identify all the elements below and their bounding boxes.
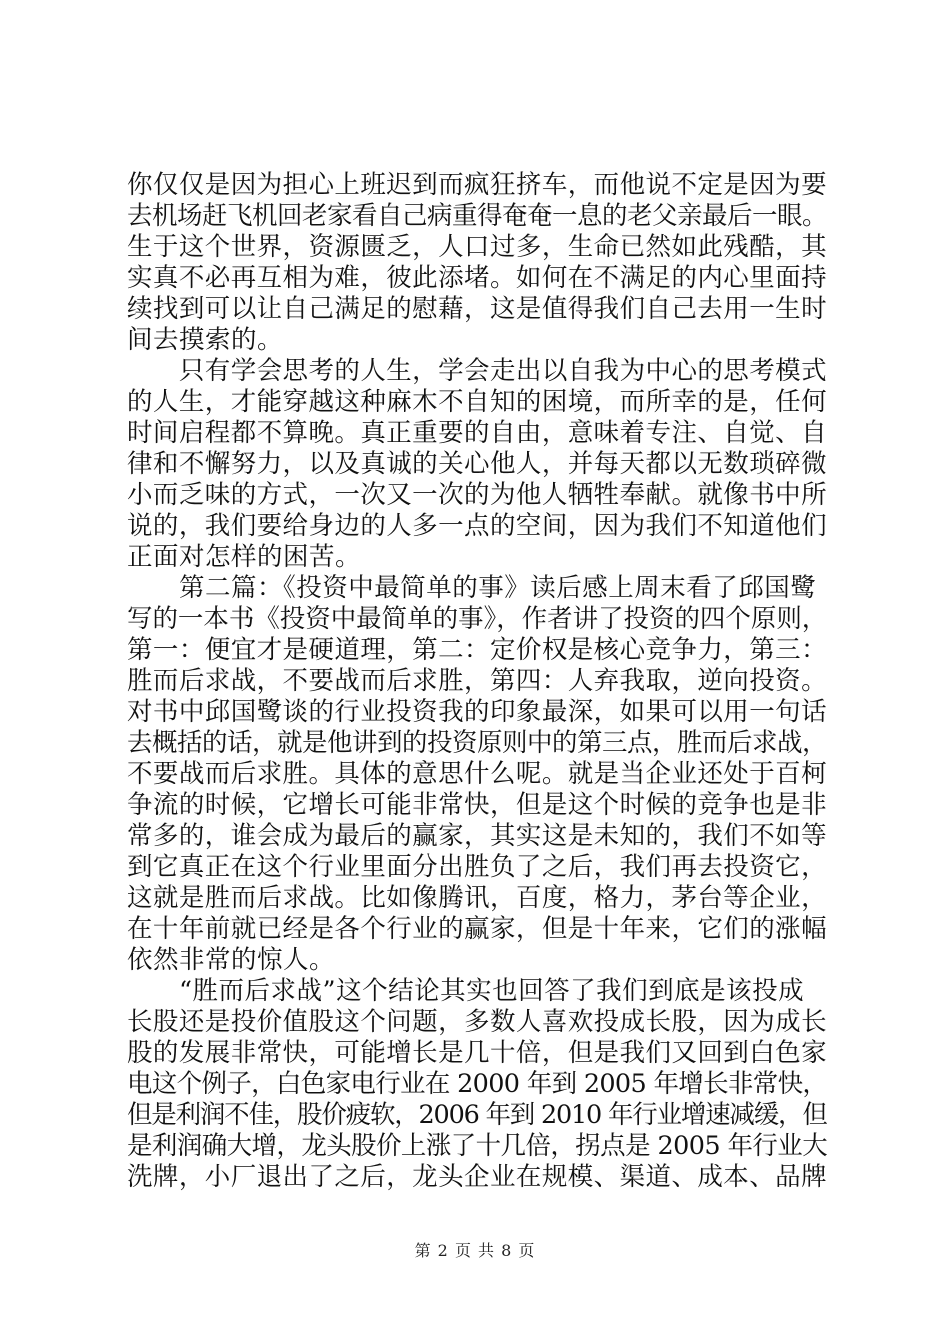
- document-body: [127, 170, 827, 1193]
- text-line: 第一：便宜才是硬道理，第二：定价权是核心竞争力，第三：: [127, 635, 827, 665]
- page-footer: [0, 1240, 950, 1262]
- text-line: 写的一本书《投资中最简单的事》，作者讲了投资的四个原则，: [127, 604, 827, 634]
- text-line: 常多的，谁会成为最后的赢家，其实这是未知的，我们不如等: [127, 821, 827, 851]
- text-line: 对书中邱国鹭谈的行业投资我的印象最深，如果可以用一句话: [127, 697, 827, 727]
- page-number: 第 2 页 共 8 页: [414, 1241, 536, 1260]
- text-line: 长股还是投价值股这个问题，多数人喜欢投成长股，因为成长: [127, 1007, 827, 1037]
- text-line: 但是利润不佳，股价疲软，2006 年到 2010 年行业增速减缓，但: [127, 1100, 827, 1130]
- text-line: 这就是胜而后求战。比如像腾讯，百度，格力，茅台等企业，: [127, 883, 827, 913]
- text-line: 你仅仅是因为担心上班迟到而疯狂挤车，而他说不定是因为要: [127, 170, 827, 200]
- text-line: 是利润确大增，龙头股价上涨了十几倍，拐点是 2005 年行业大: [127, 1131, 827, 1161]
- text-line: 只有学会思考的人生，学会走出以自我为中心的思考模式: [127, 356, 827, 386]
- text-line: 不要战而后求胜。具体的意思什么呢。就是当企业还处于百柯: [127, 759, 827, 789]
- text-line: “胜而后求战”这个结论其实也回答了我们到底是该投成: [127, 976, 805, 1006]
- text-line: 电这个例子，白色家电行业在 2000 年到 2005 年增长非常快，: [127, 1069, 827, 1099]
- text-line: 间去摸索的。: [127, 325, 284, 355]
- text-line: 在十年前就已经是各个行业的赢家，但是十年来，它们的涨幅: [127, 914, 827, 944]
- text-line: 实真不必再互相为难，彼此添堵。如何在不满足的内心里面持: [127, 263, 827, 293]
- text-line: 依然非常的惊人。: [127, 945, 336, 975]
- text-line: 到它真正在这个行业里面分出胜负了之后，我们再去投资它，: [127, 852, 827, 882]
- text-line: 第二篇：《投资中最简单的事》读后感上周末看了邱国鹭: [127, 573, 817, 603]
- text-line: 去概括的话，就是他讲到的投资原则中的第三点，胜而后求战，: [127, 728, 827, 758]
- text-line: 续找到可以让自己满足的慰藉，这是值得我们自己去用一生时: [127, 294, 827, 324]
- text-line: 说的，我们要给身边的人多一点的空间，因为我们不知道他们: [127, 511, 827, 541]
- text-line: 律和不懈努力，以及真诚的关心他人，并每天都以无数琐碎微: [127, 449, 827, 479]
- text-line: 时间启程都不算晚。真正重要的自由，意味着专注、自觉、自: [127, 418, 827, 448]
- text-line: 正面对怎样的困苦。: [127, 542, 362, 572]
- text-line: 争流的时候，它增长可能非常快，但是这个时候的竞争也是非: [127, 790, 827, 820]
- text-line: 洗牌，小厂退出了之后，龙头企业在规模、渠道、成本、品牌: [127, 1162, 827, 1192]
- text-line: 的人生，才能穿越这种麻木不自知的困境，而所幸的是，任何: [127, 387, 827, 417]
- text-line: 胜而后求战，不要战而后求胜，第四：人弃我取，逆向投资。: [127, 666, 827, 696]
- text-line: 股的发展非常快，可能增长是几十倍，但是我们又回到白色家: [127, 1038, 827, 1068]
- text-line: 小而乏味的方式，一次又一次的为他人牺牲奉献。就像书中所: [127, 480, 827, 510]
- text-line: 去机场赶飞机回老家看自己病重得奄奄一息的老父亲最后一眼。: [127, 201, 827, 231]
- text-line: 生于这个世界，资源匮乏，人口过多，生命已然如此残酷，其: [127, 232, 827, 262]
